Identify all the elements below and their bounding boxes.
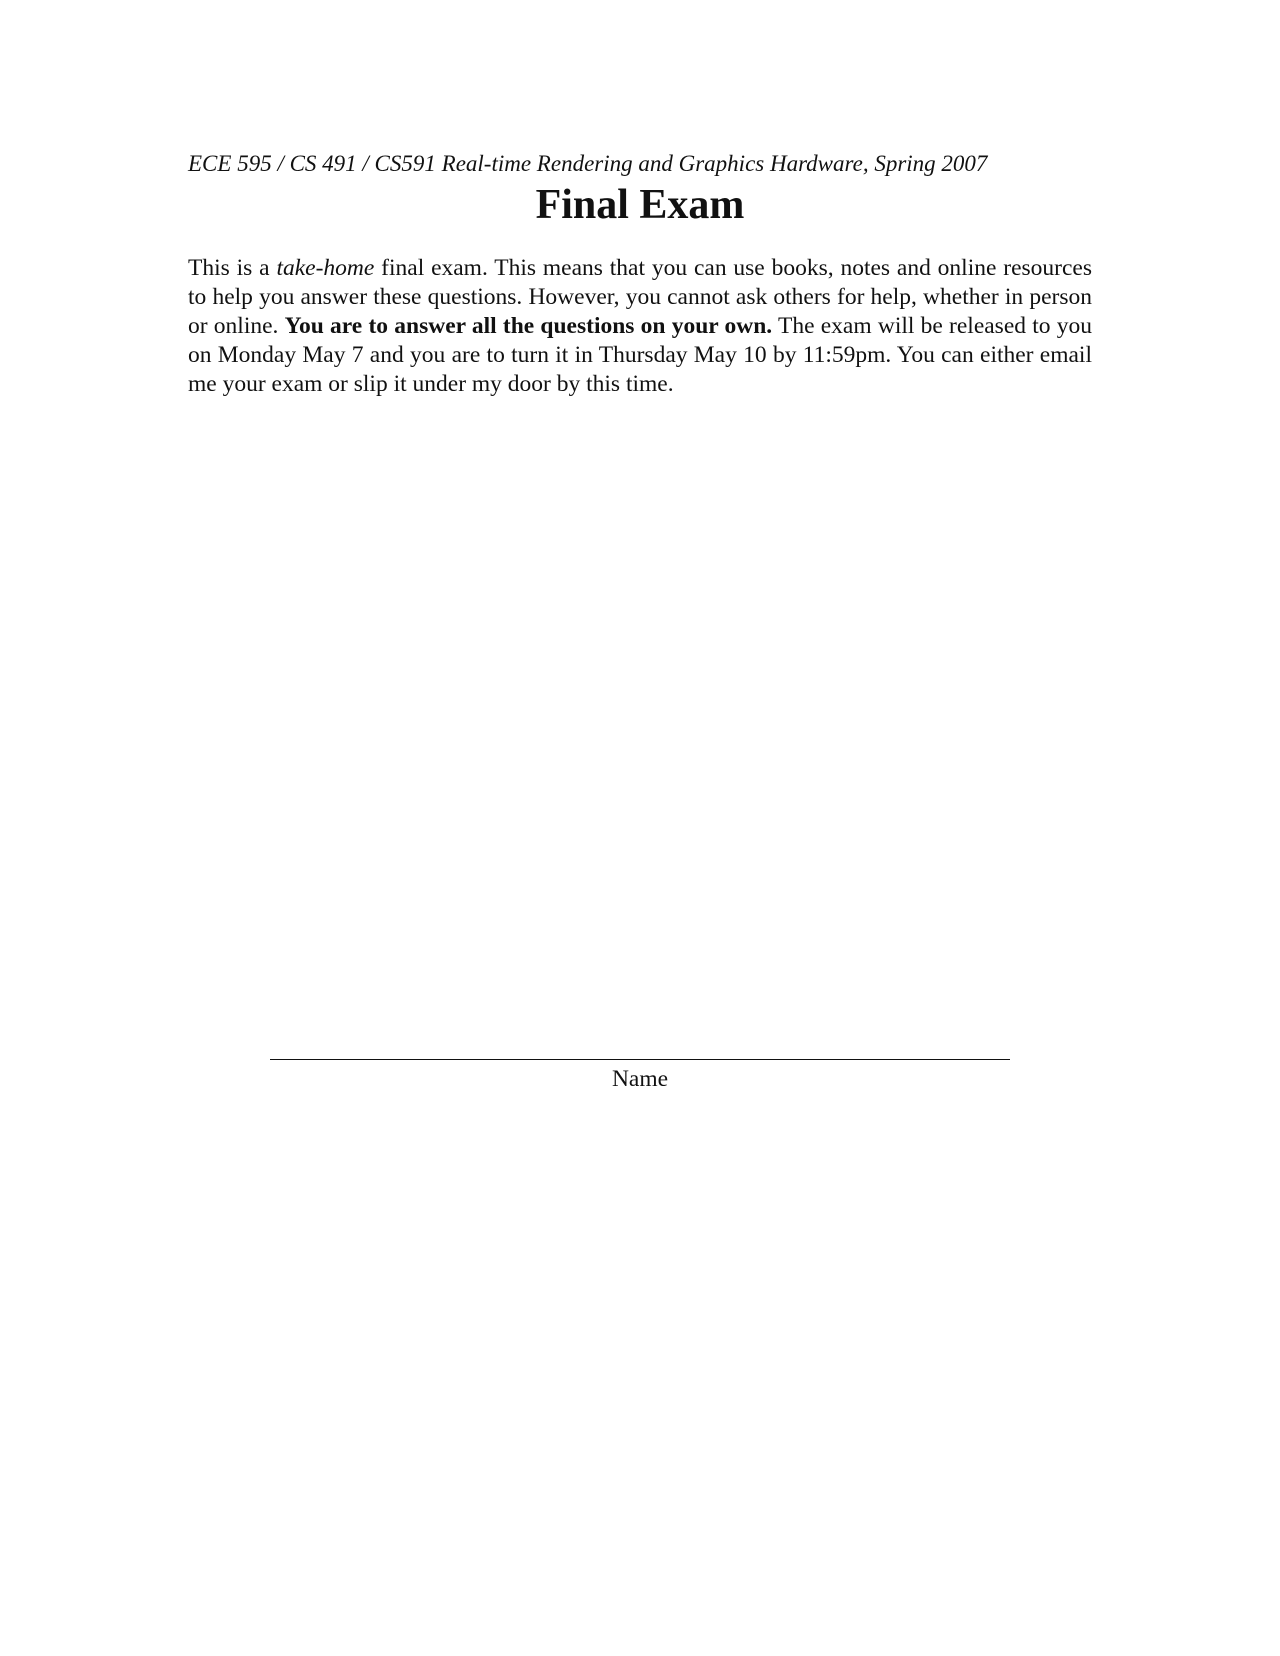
intro-paragraph — [188, 254, 1092, 399]
intro-text-2: final exam. This means that you can use books, notes and online resources to help you answer these questions. However, you cannot ask others for help, whether in person or online. — [188, 255, 1093, 339]
page-title: Final Exam — [535, 182, 745, 228]
intro-text-1: This is a — [188, 255, 277, 281]
intro-emphasis: take-home — [276, 255, 375, 281]
course-line: ECE 595 / CS 491 / CS591 Real-time Rendering and Graphics Hardware, Spring 2007 — [188, 151, 988, 176]
intro-bold-instruction: You are to answer all the questions on your own. — [284, 313, 773, 339]
name-label: Name — [611, 1066, 669, 1092]
name-signature-line — [270, 1059, 1010, 1060]
intro-text-3: The exam will be released to you on Monday May 7 and you are to turn it in Thursday May 10 by 11:59pm. You can either email me your exam or slip it under my door by this time. — [188, 313, 1092, 397]
